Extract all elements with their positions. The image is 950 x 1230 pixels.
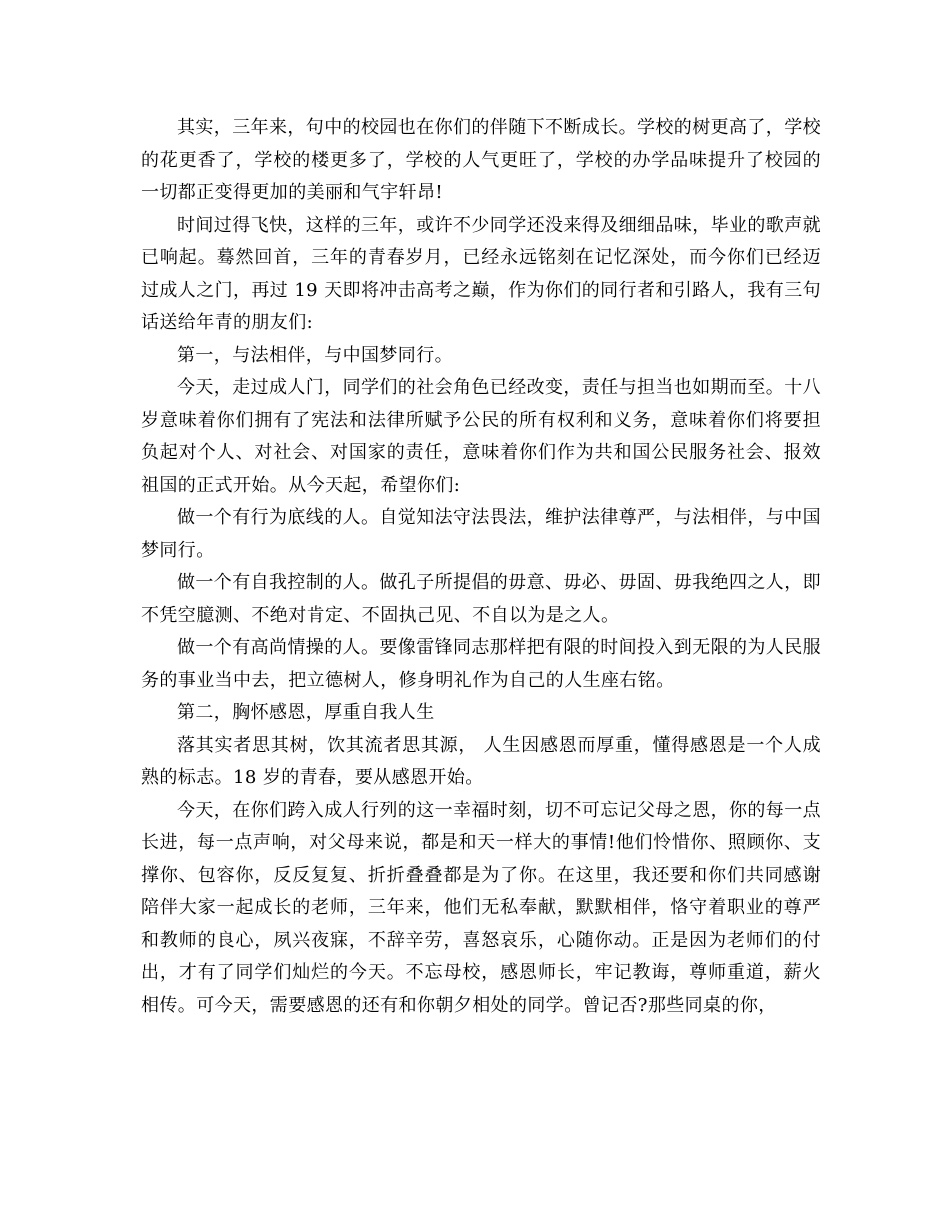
paragraph-gratitude-origin: 落其实者思其树，饮其流者思其源， 人生因感恩而厚重，懂得感恩是一个人成熟的标志。18 岁的青春，要从感恩开始。 (141, 734, 821, 788)
paragraph-bottom-line: 做一个有行为底线的人。自觉知法守法畏法，维护法律尊严，与法相伴，与中国梦同行。 (141, 507, 821, 561)
paragraph-self-control: 做一个有自我控制的人。做孔子所提倡的毋意、毋必、毋固、毋我绝四之人，即不凭空臆测、不绝对肯定、不固执己见、不自以为是之人。 (141, 572, 821, 626)
paragraph-gratitude-parents-teachers: 今天，在你们跨入成人行列的这一幸福时刻，切不可忘记父母之恩，你的每一点长进，每一点声响，对父母来说，都是和天一样大的事情!他们怜惜你、照顾你、支撑你、包容你，反反复复、折折叠叠都是为了你。在这里，我还要和你们共同感谢陪伴大家一起成长的老师，三年来，他们无私奉献，默默相伴，恪守着职业的尊严和教师的良心，夙兴夜寐，不辞辛劳，喜怒哀乐，心随你动。正是因为老师们的付出，才有了同学们灿烂的今天。不忘母校，感恩师长，牢记教诲，尊师重道，薪火相传。可今天，需要感恩的还有和你朝夕相处的同学。曾记否?那些同桌的你， (141, 799, 821, 1016)
document-body (141, 112, 821, 1022)
paragraph-point-one-heading: 第一，与法相伴，与中国梦同行。 (177, 344, 453, 366)
paragraph-time-flies: 时间过得飞快，这样的三年，或许不少同学还没来得及细细品味，毕业的歌声就已响起。蓦然回首，三年的青春岁月，已经永远铭刻在记忆深处，而今你们已经迈过成人之门，再过 19 天即将冲击高考之巅，作为你们的同行者和引路人，我有三句话送给年青的朋友们: (141, 214, 821, 333)
paragraph-noble-character: 做一个有高尚情操的人。要像雷锋同志那样把有限的时间投入到无限的为人民服务的事业当中去，把立德树人，修身明礼作为自己的人生座右铭。 (141, 637, 821, 691)
paragraph-adulthood-responsibility: 今天，走过成人门，同学们的社会角色已经改变，责任与担当也如期而至。十八岁意味着你们拥有了宪法和法律所赋予公民的所有权利和义务，意味着你们将要担负起对个人、对社会、对国家的责任，意味着你们作为共和国公民服务社会、报效祖国的正式开始。从今天起，希望你们: (141, 377, 821, 496)
paragraph-campus-growth: 其实，三年来，句中的校园也在你们的伴随下不断成长。学校的树更高了，学校的花更香了，学校的楼更多了，学校的人气更旺了，学校的办学品味提升了校园的一切都正变得更加的美丽和气宇轩昂! (141, 117, 821, 203)
paragraph-point-two-heading: 第二，胸怀感恩，厚重自我人生 (177, 702, 435, 723)
